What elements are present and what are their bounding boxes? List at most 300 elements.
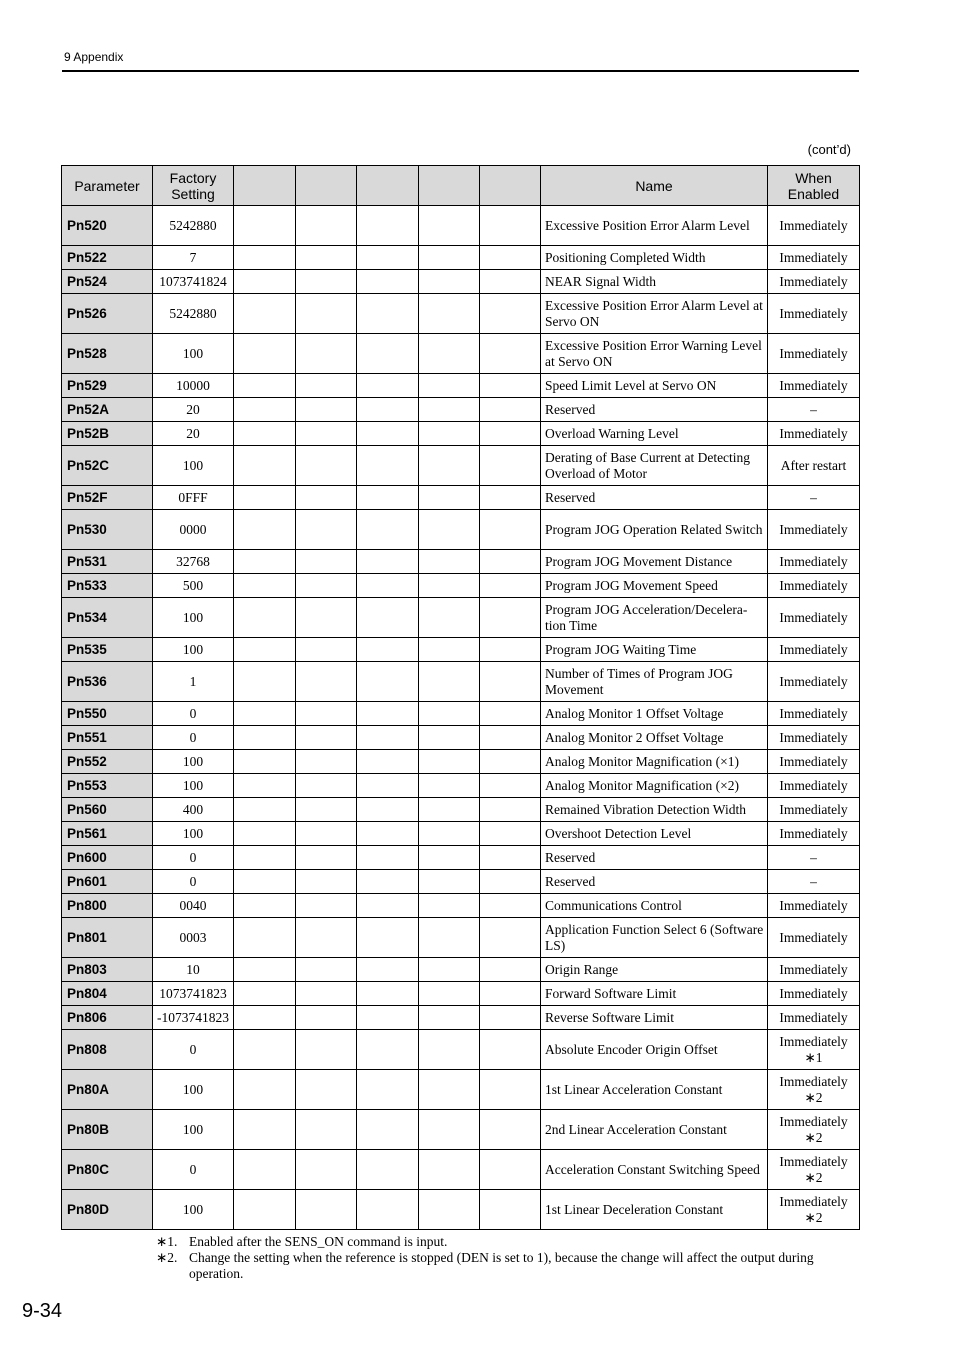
table-row bbox=[62, 822, 860, 846]
blank-cell bbox=[357, 638, 419, 662]
blank-cell bbox=[419, 270, 480, 294]
when-enabled-text: – bbox=[810, 873, 817, 889]
factory-setting-cell: 0000 bbox=[153, 510, 234, 550]
blank-cell bbox=[357, 846, 419, 870]
blank-cell bbox=[234, 702, 296, 726]
blank-cell bbox=[419, 662, 480, 702]
factory-setting-cell: 1073741824 bbox=[153, 270, 234, 294]
blank-cell bbox=[419, 870, 480, 894]
table-row bbox=[62, 598, 860, 638]
name-cell: Communications Control bbox=[541, 894, 768, 918]
table-row bbox=[62, 246, 860, 270]
parameter-cell: Pn600 bbox=[62, 846, 153, 870]
name-cell: Program JOG Waiting Time bbox=[541, 638, 768, 662]
parameter-table bbox=[61, 165, 860, 1230]
footnote-text: Enabled after the SENS_ON command is input. bbox=[189, 1234, 448, 1249]
table-row bbox=[62, 1030, 860, 1070]
factory-setting-cell: 100 bbox=[153, 1070, 234, 1110]
footnote-ref: ∗2 bbox=[804, 1089, 823, 1105]
blank-cell bbox=[480, 750, 541, 774]
blank-cell bbox=[296, 334, 357, 374]
blank-cell bbox=[357, 1150, 419, 1190]
factory-setting-cell: 0003 bbox=[153, 918, 234, 958]
blank-cell bbox=[234, 798, 296, 822]
blank-cell bbox=[234, 598, 296, 638]
blank-cell bbox=[419, 510, 480, 550]
blank-cell bbox=[234, 1006, 296, 1030]
continued-label: (cont’d) bbox=[807, 142, 851, 157]
factory-setting-cell: 0FFF bbox=[153, 486, 234, 510]
name-cell: Overload Warning Level bbox=[541, 422, 768, 446]
header-blank-3 bbox=[357, 166, 419, 206]
blank-cell bbox=[419, 638, 480, 662]
blank-cell bbox=[296, 822, 357, 846]
blank-cell bbox=[296, 574, 357, 598]
blank-cell bbox=[296, 294, 357, 334]
blank-cell bbox=[357, 270, 419, 294]
blank-cell bbox=[480, 918, 541, 958]
blank-cell bbox=[480, 486, 541, 510]
parameter-cell: Pn531 bbox=[62, 550, 153, 574]
table-header-row bbox=[62, 166, 860, 206]
blank-cell bbox=[296, 798, 357, 822]
factory-setting-cell: 1073741823 bbox=[153, 982, 234, 1006]
when-enabled-cell bbox=[768, 702, 860, 726]
blank-cell bbox=[357, 750, 419, 774]
blank-cell bbox=[357, 294, 419, 334]
when-enabled-cell bbox=[768, 446, 860, 486]
blank-cell bbox=[419, 206, 480, 246]
blank-cell bbox=[357, 1190, 419, 1230]
parameter-cell: Pn601 bbox=[62, 870, 153, 894]
when-enabled-text: Immediately bbox=[779, 345, 848, 361]
table-row bbox=[62, 422, 860, 446]
factory-setting-cell: 0 bbox=[153, 702, 234, 726]
when-enabled-text: Immediately bbox=[779, 801, 848, 817]
name-cell: Acceleration Constant Switching Speed bbox=[541, 1150, 768, 1190]
when-enabled-cell bbox=[768, 870, 860, 894]
blank-cell bbox=[419, 1190, 480, 1230]
blank-cell bbox=[357, 334, 419, 374]
blank-cell bbox=[480, 598, 541, 638]
blank-cell bbox=[234, 246, 296, 270]
when-enabled-cell bbox=[768, 1190, 860, 1230]
table-row bbox=[62, 294, 860, 334]
name-cell: Number of Times of Program JOG Movement bbox=[541, 662, 768, 702]
blank-cell bbox=[480, 702, 541, 726]
when-enabled-text: Immediately bbox=[779, 521, 848, 537]
when-enabled-text: Immediately bbox=[779, 249, 848, 265]
when-enabled-cell bbox=[768, 1150, 860, 1190]
header-blank-2 bbox=[296, 166, 357, 206]
blank-cell bbox=[419, 798, 480, 822]
blank-cell bbox=[419, 1030, 480, 1070]
blank-cell bbox=[357, 774, 419, 798]
blank-cell bbox=[234, 774, 296, 798]
blank-cell bbox=[234, 486, 296, 510]
factory-setting-cell: 0 bbox=[153, 1150, 234, 1190]
blank-cell bbox=[480, 726, 541, 750]
blank-cell bbox=[357, 446, 419, 486]
blank-cell bbox=[357, 246, 419, 270]
parameter-cell: Pn520 bbox=[62, 206, 153, 246]
blank-cell bbox=[234, 270, 296, 294]
blank-cell bbox=[296, 1006, 357, 1030]
parameter-cell: Pn552 bbox=[62, 750, 153, 774]
table-row bbox=[62, 374, 860, 398]
name-cell: 1st Linear Deceleration Constant bbox=[541, 1190, 768, 1230]
blank-cell bbox=[419, 1070, 480, 1110]
parameter-cell: Pn808 bbox=[62, 1030, 153, 1070]
table-row bbox=[62, 270, 860, 294]
blank-cell bbox=[357, 598, 419, 638]
table-row bbox=[62, 846, 860, 870]
blank-cell bbox=[480, 662, 541, 702]
blank-cell bbox=[357, 574, 419, 598]
blank-cell bbox=[480, 294, 541, 334]
blank-cell bbox=[357, 206, 419, 246]
blank-cell bbox=[234, 918, 296, 958]
name-cell: Application Function Select 6 (Software LS) bbox=[541, 918, 768, 958]
parameter-cell: Pn80C bbox=[62, 1150, 153, 1190]
factory-setting-cell: 100 bbox=[153, 446, 234, 486]
when-enabled-cell bbox=[768, 398, 860, 422]
factory-setting-cell: 100 bbox=[153, 638, 234, 662]
blank-cell bbox=[480, 246, 541, 270]
factory-setting-cell: 100 bbox=[153, 334, 234, 374]
when-enabled-cell bbox=[768, 510, 860, 550]
blank-cell bbox=[480, 958, 541, 982]
when-enabled-text: Immediately bbox=[779, 753, 848, 769]
factory-setting-cell: 0 bbox=[153, 1030, 234, 1070]
blank-cell bbox=[480, 1070, 541, 1110]
when-enabled-cell bbox=[768, 822, 860, 846]
when-enabled-text: Immediately bbox=[779, 897, 848, 913]
blank-cell bbox=[480, 1190, 541, 1230]
table-row bbox=[62, 894, 860, 918]
blank-cell bbox=[296, 894, 357, 918]
footnote-ref: ∗1 bbox=[804, 1049, 823, 1065]
when-enabled-cell bbox=[768, 1006, 860, 1030]
parameter-cell: Pn801 bbox=[62, 918, 153, 958]
blank-cell bbox=[296, 982, 357, 1006]
table-row bbox=[62, 918, 860, 958]
blank-cell bbox=[296, 750, 357, 774]
blank-cell bbox=[357, 1006, 419, 1030]
parameter-cell: Pn806 bbox=[62, 1006, 153, 1030]
blank-cell bbox=[419, 982, 480, 1006]
table-body bbox=[62, 206, 860, 1230]
table-row bbox=[62, 774, 860, 798]
header-when-enabled: When Enabled bbox=[768, 166, 860, 206]
parameter-cell: Pn80A bbox=[62, 1070, 153, 1110]
blank-cell bbox=[480, 422, 541, 446]
parameter-cell: Pn800 bbox=[62, 894, 153, 918]
when-enabled-cell bbox=[768, 206, 860, 246]
blank-cell bbox=[357, 918, 419, 958]
blank-cell bbox=[296, 638, 357, 662]
blank-cell bbox=[419, 774, 480, 798]
blank-cell bbox=[296, 422, 357, 446]
parameter-cell: Pn535 bbox=[62, 638, 153, 662]
blank-cell bbox=[234, 662, 296, 702]
blank-cell bbox=[234, 846, 296, 870]
when-enabled-cell bbox=[768, 270, 860, 294]
factory-setting-cell: 500 bbox=[153, 574, 234, 598]
table-row bbox=[62, 798, 860, 822]
name-cell: Analog Monitor Magnification (×2) bbox=[541, 774, 768, 798]
blank-cell bbox=[480, 334, 541, 374]
when-enabled-cell bbox=[768, 598, 860, 638]
blank-cell bbox=[296, 702, 357, 726]
when-enabled-text: Immediately bbox=[779, 705, 848, 721]
name-cell: NEAR Signal Width bbox=[541, 270, 768, 294]
blank-cell bbox=[480, 550, 541, 574]
when-enabled-cell bbox=[768, 846, 860, 870]
factory-setting-cell: 100 bbox=[153, 750, 234, 774]
blank-cell bbox=[419, 918, 480, 958]
name-cell: Analog Monitor Magnification (×1) bbox=[541, 750, 768, 774]
blank-cell bbox=[419, 246, 480, 270]
name-cell: Program JOG Operation Related Switch bbox=[541, 510, 768, 550]
blank-cell bbox=[234, 1110, 296, 1150]
name-cell: Reverse Software Limit bbox=[541, 1006, 768, 1030]
name-cell: Excessive Position Error Alarm Level bbox=[541, 206, 768, 246]
footnote-ref: ∗2 bbox=[804, 1209, 823, 1225]
blank-cell bbox=[419, 486, 480, 510]
blank-cell bbox=[419, 398, 480, 422]
parameter-cell: Pn52F bbox=[62, 486, 153, 510]
parameter-cell: Pn52C bbox=[62, 446, 153, 486]
header-factory-setting: Factory Setting bbox=[153, 166, 234, 206]
parameter-cell: Pn52B bbox=[62, 422, 153, 446]
section-header: 9 Appendix bbox=[64, 50, 124, 64]
header-blank-5 bbox=[480, 166, 541, 206]
parameter-cell: Pn526 bbox=[62, 294, 153, 334]
blank-cell bbox=[296, 1030, 357, 1070]
parameter-cell: Pn52A bbox=[62, 398, 153, 422]
factory-setting-cell: 32768 bbox=[153, 550, 234, 574]
name-cell: 2nd Linear Acceleration Constant bbox=[541, 1110, 768, 1150]
parameter-cell: Pn533 bbox=[62, 574, 153, 598]
blank-cell bbox=[357, 702, 419, 726]
name-cell: Excessive Position Error Alarm Level at Servo ON bbox=[541, 294, 768, 334]
table-row bbox=[62, 702, 860, 726]
blank-cell bbox=[234, 294, 296, 334]
blank-cell bbox=[357, 1030, 419, 1070]
blank-cell bbox=[234, 870, 296, 894]
blank-cell bbox=[234, 894, 296, 918]
footnote-mark: ∗1. bbox=[156, 1234, 178, 1249]
parameter-cell: Pn534 bbox=[62, 598, 153, 638]
parameter-cell: Pn553 bbox=[62, 774, 153, 798]
factory-setting-cell: 100 bbox=[153, 822, 234, 846]
blank-cell bbox=[357, 726, 419, 750]
table-row bbox=[62, 486, 860, 510]
when-enabled-text: Immediately bbox=[779, 217, 848, 233]
blank-cell bbox=[296, 550, 357, 574]
blank-cell bbox=[296, 598, 357, 638]
parameter-cell: Pn550 bbox=[62, 702, 153, 726]
when-enabled-cell bbox=[768, 798, 860, 822]
blank-cell bbox=[296, 398, 357, 422]
when-enabled-text: Immediately bbox=[779, 825, 848, 841]
blank-cell bbox=[480, 270, 541, 294]
blank-cell bbox=[296, 662, 357, 702]
blank-cell bbox=[357, 958, 419, 982]
factory-setting-cell: 1 bbox=[153, 662, 234, 702]
when-enabled-text: Immediately bbox=[779, 273, 848, 289]
name-cell: Program JOG Movement Distance bbox=[541, 550, 768, 574]
blank-cell bbox=[296, 486, 357, 510]
table-row bbox=[62, 1070, 860, 1110]
blank-cell bbox=[480, 894, 541, 918]
blank-cell bbox=[357, 982, 419, 1006]
when-enabled-text: – bbox=[810, 489, 817, 505]
parameter-cell: Pn524 bbox=[62, 270, 153, 294]
name-cell: Reserved bbox=[541, 870, 768, 894]
footnote-text: Change the setting when the reference is stopped (DEN is set to 1), because the change will affect the output during operation. bbox=[189, 1250, 814, 1281]
when-enabled-cell bbox=[768, 374, 860, 398]
parameter-cell: Pn530 bbox=[62, 510, 153, 550]
when-enabled-cell bbox=[768, 1110, 860, 1150]
when-enabled-cell bbox=[768, 662, 860, 702]
factory-setting-cell: 100 bbox=[153, 1190, 234, 1230]
blank-cell bbox=[480, 870, 541, 894]
footnote-ref: ∗2 bbox=[804, 1129, 823, 1145]
blank-cell bbox=[480, 574, 541, 598]
blank-cell bbox=[357, 398, 419, 422]
when-enabled-text: Immediately bbox=[779, 985, 848, 1001]
blank-cell bbox=[480, 638, 541, 662]
table-row bbox=[62, 726, 860, 750]
when-enabled-cell bbox=[768, 918, 860, 958]
when-enabled-text: – bbox=[810, 849, 817, 865]
blank-cell bbox=[357, 374, 419, 398]
table-row bbox=[62, 446, 860, 486]
when-enabled-text: Immediately bbox=[779, 1009, 848, 1025]
factory-setting-cell: 10000 bbox=[153, 374, 234, 398]
name-cell: Forward Software Limit bbox=[541, 982, 768, 1006]
blank-cell bbox=[480, 846, 541, 870]
blank-cell bbox=[296, 958, 357, 982]
blank-cell bbox=[480, 374, 541, 398]
factory-setting-cell: 10 bbox=[153, 958, 234, 982]
factory-setting-cell: 100 bbox=[153, 598, 234, 638]
factory-setting-cell: -1073741823 bbox=[153, 1006, 234, 1030]
blank-cell bbox=[234, 1030, 296, 1070]
blank-cell bbox=[296, 918, 357, 958]
blank-cell bbox=[234, 822, 296, 846]
factory-setting-cell: 0040 bbox=[153, 894, 234, 918]
factory-setting-cell: 100 bbox=[153, 774, 234, 798]
parameter-cell: Pn804 bbox=[62, 982, 153, 1006]
name-cell: Remained Vibration Detection Width bbox=[541, 798, 768, 822]
table-row bbox=[62, 958, 860, 982]
name-cell: Absolute Encoder Origin Offset bbox=[541, 1030, 768, 1070]
parameter-cell: Pn551 bbox=[62, 726, 153, 750]
when-enabled-cell bbox=[768, 1030, 860, 1070]
blank-cell bbox=[480, 510, 541, 550]
factory-setting-cell: 5242880 bbox=[153, 206, 234, 246]
name-cell: Derating of Base Current at Detecting Overload of Motor bbox=[541, 446, 768, 486]
blank-cell bbox=[419, 598, 480, 638]
table-row bbox=[62, 510, 860, 550]
parameter-cell: Pn560 bbox=[62, 798, 153, 822]
blank-cell bbox=[480, 798, 541, 822]
when-enabled-text: Immediately bbox=[779, 641, 848, 657]
name-cell: Speed Limit Level at Servo ON bbox=[541, 374, 768, 398]
parameter-cell: Pn529 bbox=[62, 374, 153, 398]
when-enabled-cell bbox=[768, 726, 860, 750]
parameter-cell: Pn522 bbox=[62, 246, 153, 270]
when-enabled-text: Immediately bbox=[779, 1153, 848, 1169]
blank-cell bbox=[234, 374, 296, 398]
header-blank-1 bbox=[234, 166, 296, 206]
blank-cell bbox=[296, 374, 357, 398]
when-enabled-cell bbox=[768, 1070, 860, 1110]
when-enabled-cell bbox=[768, 246, 860, 270]
blank-cell bbox=[357, 662, 419, 702]
parameter-cell: Pn536 bbox=[62, 662, 153, 702]
factory-setting-cell: 0 bbox=[153, 726, 234, 750]
parameter-cell: Pn80D bbox=[62, 1190, 153, 1230]
blank-cell bbox=[480, 982, 541, 1006]
table-row bbox=[62, 550, 860, 574]
header-parameter: Parameter bbox=[62, 166, 153, 206]
parameter-cell: Pn80B bbox=[62, 1110, 153, 1150]
when-enabled-text: Immediately bbox=[779, 609, 848, 625]
blank-cell bbox=[296, 246, 357, 270]
blank-cell bbox=[234, 446, 296, 486]
table-row bbox=[62, 750, 860, 774]
blank-cell bbox=[357, 798, 419, 822]
blank-cell bbox=[419, 702, 480, 726]
when-enabled-cell bbox=[768, 422, 860, 446]
table-row bbox=[62, 1110, 860, 1150]
blank-cell bbox=[296, 446, 357, 486]
when-enabled-cell bbox=[768, 294, 860, 334]
when-enabled-cell bbox=[768, 550, 860, 574]
blank-cell bbox=[296, 270, 357, 294]
name-cell: Reserved bbox=[541, 398, 768, 422]
when-enabled-cell bbox=[768, 574, 860, 598]
blank-cell bbox=[234, 334, 296, 374]
blank-cell bbox=[480, 446, 541, 486]
blank-cell bbox=[419, 1150, 480, 1190]
blank-cell bbox=[419, 958, 480, 982]
blank-cell bbox=[357, 422, 419, 446]
blank-cell bbox=[234, 750, 296, 774]
when-enabled-text: Immediately bbox=[779, 305, 848, 321]
blank-cell bbox=[296, 1150, 357, 1190]
name-cell: Positioning Completed Width bbox=[541, 246, 768, 270]
blank-cell bbox=[419, 550, 480, 574]
when-enabled-cell bbox=[768, 638, 860, 662]
blank-cell bbox=[296, 510, 357, 550]
blank-cell bbox=[419, 374, 480, 398]
when-enabled-text: Immediately bbox=[779, 377, 848, 393]
when-enabled-text: Immediately bbox=[779, 1193, 848, 1209]
table-row bbox=[62, 398, 860, 422]
blank-cell bbox=[234, 1190, 296, 1230]
name-cell: Reserved bbox=[541, 486, 768, 510]
blank-cell bbox=[234, 574, 296, 598]
blank-cell bbox=[480, 206, 541, 246]
blank-cell bbox=[234, 510, 296, 550]
footnote-2 bbox=[156, 1250, 856, 1282]
parameter-cell: Pn803 bbox=[62, 958, 153, 982]
